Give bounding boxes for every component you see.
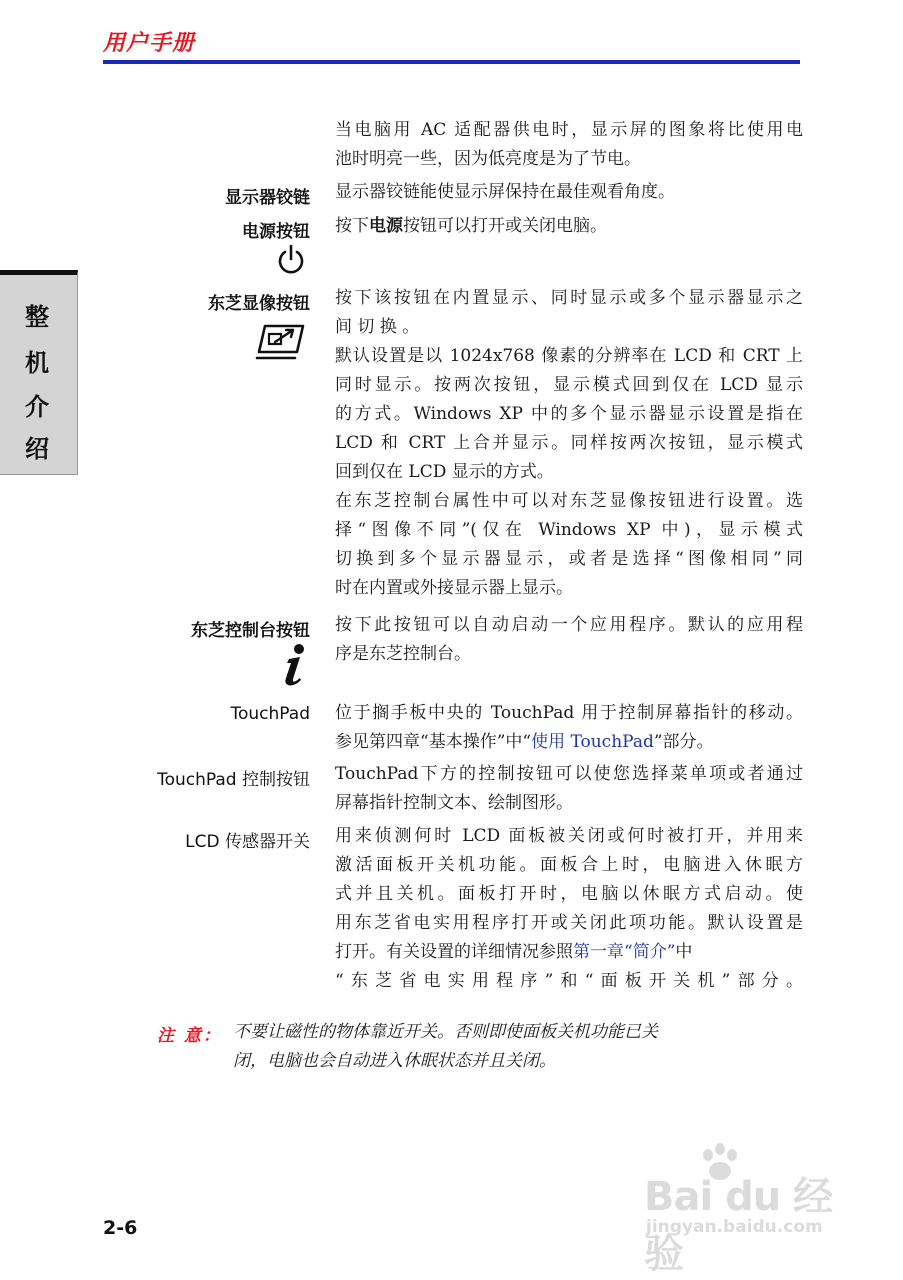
- term-touchpad-buttons: TouchPad 控制按钮: [157, 770, 310, 790]
- text-line: 序是东芝控制台。: [335, 644, 471, 664]
- desc-touchpad: [335, 699, 803, 757]
- term-console-button: 东芝控制台按钮: [191, 621, 310, 641]
- power-icon: [276, 243, 306, 276]
- text-line: “东芝省电实用程序”和“面板开关机”部分。: [335, 971, 803, 991]
- term-touchpad: TouchPad: [230, 704, 310, 724]
- text-line: 按下此按钮可以自动启动一个应用程序。默认的应用程: [335, 615, 803, 635]
- chapter-side-tab: [0, 270, 78, 475]
- text-fragment: 打开。有关设置的详细情况参照: [335, 942, 573, 962]
- desc-bold-term: 电源: [369, 216, 403, 236]
- chapter-one-link[interactable]: 第一章“简介”: [573, 942, 676, 962]
- text-line: 间 切 换 。: [335, 317, 420, 337]
- side-tab-char: 整: [25, 303, 49, 331]
- text-line: 切换到多个显示器显示，或者是选择“图像相同”同: [335, 549, 803, 569]
- text-line: 同时显示。按两次按钮，显示模式回到仅在 LCD 显示: [335, 375, 803, 395]
- text-line: TouchPad下方的控制按钮可以使您选择菜单项或者通过: [335, 764, 803, 784]
- text-line: 位于搁手板中央的 TouchPad 用于控制屏幕指针的移动。: [335, 703, 803, 723]
- text-line: 时在内置或外接显示器上显示。: [335, 578, 573, 598]
- header-title: 用户手册: [103, 31, 196, 56]
- watermark-url: jingyan.baidu.com: [646, 1217, 823, 1237]
- text-line: 激活面板开关机功能。面板合上时，电脑进入休眠方: [335, 855, 803, 875]
- text-line: 当电脑用 AC 适配器供电时，显示屏的图象将比使用电: [335, 120, 803, 140]
- text-line: 按下该按钮在内置显示、同时显示或多个显示器显示之: [335, 288, 803, 308]
- term-display-button: 东芝显像按钮: [208, 294, 310, 314]
- text-line: [335, 938, 803, 967]
- header-rule: [103, 60, 800, 64]
- text-line: 池时明亮一些，因为低亮度是为了节电。: [335, 149, 641, 169]
- term-power-button: 电源按钮: [242, 222, 310, 242]
- info-icon: [280, 643, 308, 687]
- text-line: 在东芝控制台属性中可以对东芝显像按钮进行设置。选: [335, 491, 803, 511]
- display-switch-icon: [255, 322, 307, 360]
- term-lcd-sensor-switch: LCD 传感器开关: [185, 832, 310, 852]
- desc-display-hinge: [335, 178, 803, 207]
- text-line: 用来侦测何时 LCD 面板被关闭或何时被打开，并用来: [335, 826, 803, 846]
- side-tab-char: 机: [25, 349, 49, 377]
- watermark: [636, 1143, 866, 1277]
- term-display-hinge: 显示器铰链: [225, 188, 310, 208]
- text-line: 显示器铰链能使显示屏保持在最佳观看角度。: [335, 182, 675, 202]
- text-fragment: 中: [675, 942, 693, 962]
- desc-console-button: [335, 611, 803, 669]
- text-line: 屏幕指针控制文本、绘制图形。: [335, 793, 573, 813]
- text-line: 不要让磁性的物体靠近开关。否则即使面板关机功能已关: [233, 1022, 658, 1042]
- text-line: 式并且关机。面板打开时，电脑以休眠方式启动。使: [335, 884, 803, 904]
- desc-prefix: 按下: [335, 216, 369, 236]
- text-line: 择“图像不同”(仅在 Windows XP 中)，显示模式: [335, 520, 803, 540]
- text-line: LCD 和 CRT 上合并显示。同样按两次按钮，显示模式: [335, 433, 803, 453]
- desc-power-button: [335, 212, 803, 241]
- text-fragment: 参见第四章“基本操作”中“: [335, 732, 532, 752]
- note-text: [233, 1018, 733, 1076]
- text-line: 默认设置是以 1024x768 像素的分辨率在 LCD 和 CRT 上: [335, 346, 803, 366]
- text-line: 闭，电脑也会自动进入休眠状态并且关闭。: [233, 1051, 556, 1071]
- desc-touchpad-buttons: [335, 760, 803, 818]
- text-line: [335, 728, 803, 757]
- desc-lcd-sensor-switch: [335, 822, 803, 996]
- intro-paragraph: [335, 116, 803, 174]
- side-tab-char: 绍: [25, 435, 49, 463]
- text-line: 用东芝省电实用程序打开或关闭此项功能。默认设置是: [335, 913, 803, 933]
- text-fragment: ”部分。: [653, 732, 714, 752]
- page-number: 2-6: [103, 1217, 138, 1239]
- side-tab-char: 介: [25, 393, 49, 421]
- desc-display-button: [335, 284, 803, 603]
- note-label: 注 意：: [157, 1026, 222, 1046]
- touchpad-chapter-link[interactable]: 使用 TouchPad: [531, 732, 654, 752]
- text-line: 回到仅在 LCD 显示的方式。: [335, 462, 554, 482]
- desc-suffix: 按钮可以打开或关闭电脑。: [403, 216, 607, 236]
- text-line: 的方式。Windows XP 中的多个显示器显示设置是指在: [335, 404, 803, 424]
- text-line: [335, 212, 803, 241]
- watermark-logo: Bai du 经验: [644, 1174, 833, 1277]
